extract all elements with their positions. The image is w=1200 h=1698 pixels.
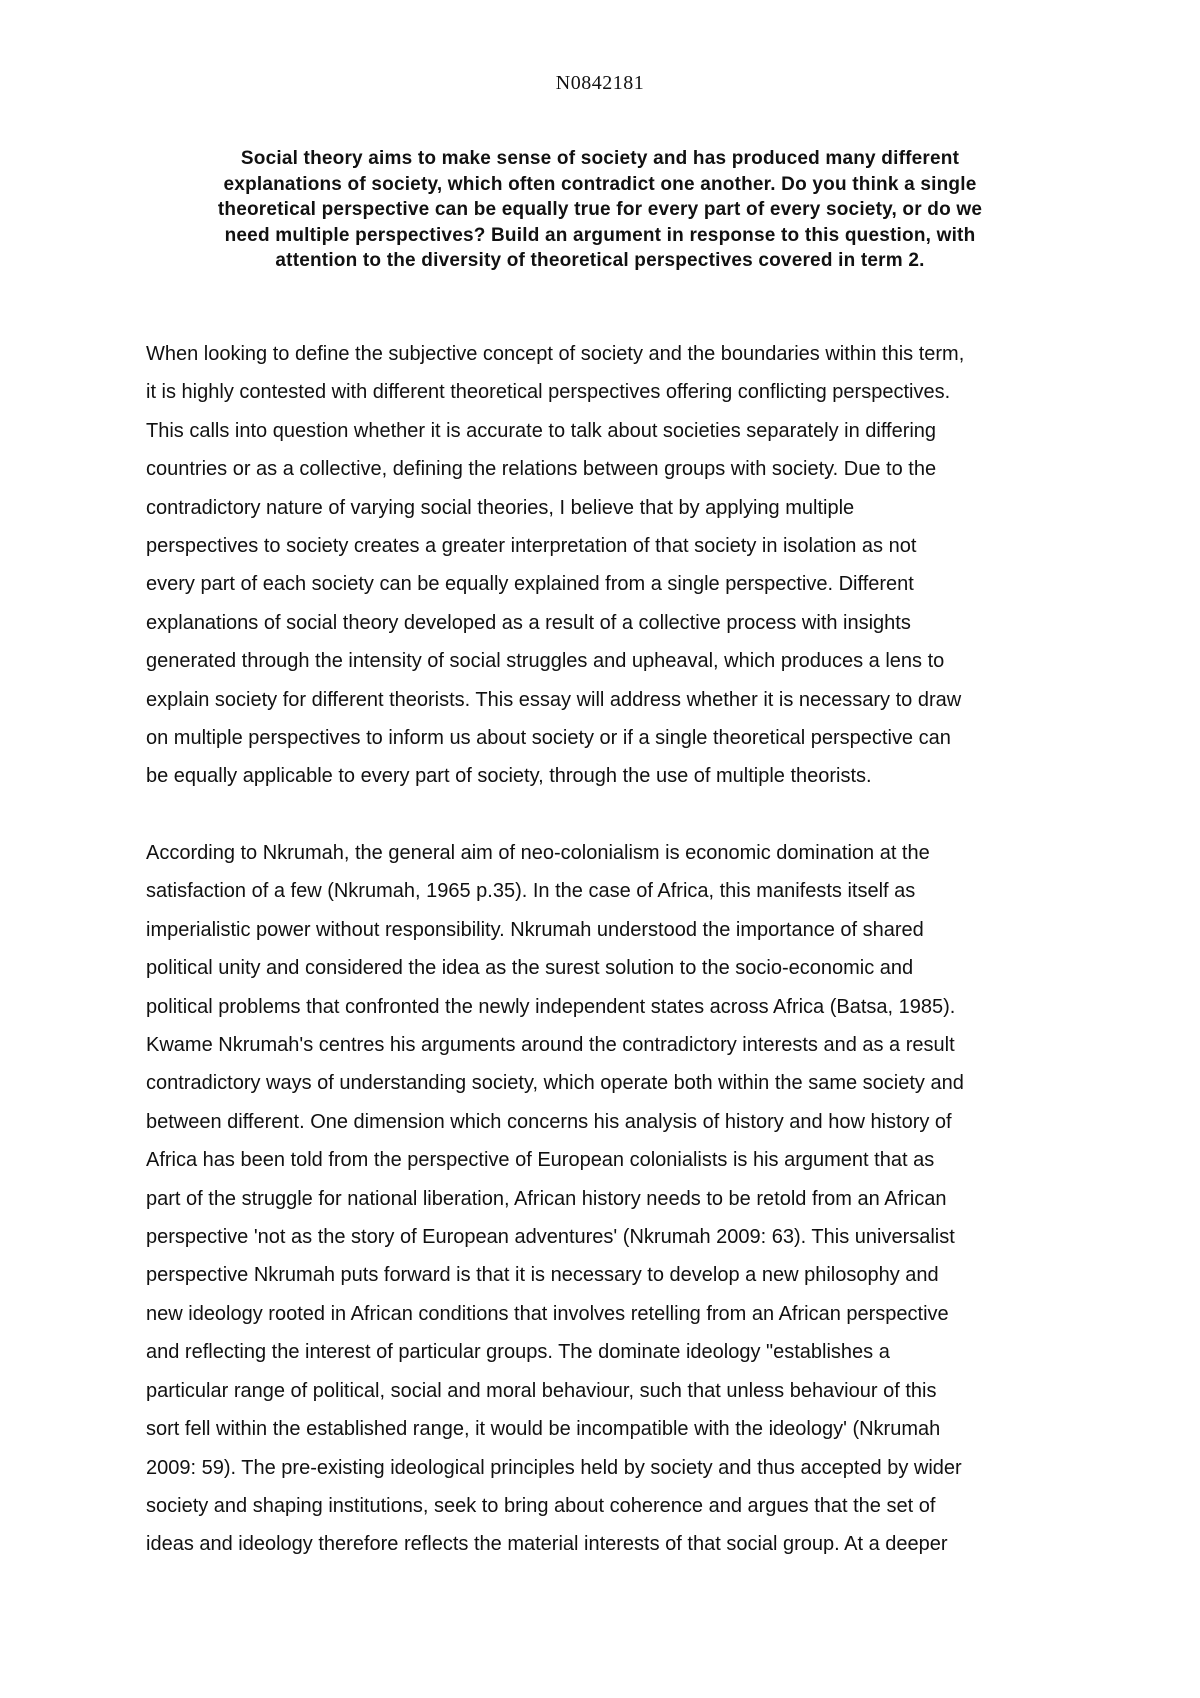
essay-question bbox=[150, 146, 1050, 274]
paragraph-line: contradictory ways of understanding society, which operate both within the same society and bbox=[146, 1072, 964, 1095]
paragraph-line: it is highly contested with different theoretical perspectives offering conflicting perspectives. bbox=[146, 381, 951, 404]
paragraph-line: satisfaction of a few (Nkrumah, 1965 p.35). In the case of Africa, this manifests itself as bbox=[146, 880, 916, 903]
question-line: theoretical perspective can be equally true for every part of every society, or do we bbox=[217, 199, 983, 220]
question-line: attention to the diversity of theoretical perspectives covered in term 2. bbox=[275, 250, 925, 271]
paragraph-line: on multiple perspectives to inform us about society or if a single theoretical perspective can bbox=[146, 727, 951, 750]
paragraph-line: perspectives to society creates a greater interpretation of that society in isolation as not bbox=[146, 535, 917, 558]
paragraph-line: sort fell within the established range, it would be incompatible with the ideology' (Nkrumah bbox=[146, 1418, 941, 1441]
paragraph-line: This calls into question whether it is accurate to talk about societies separately in differing bbox=[146, 419, 937, 442]
paragraph-line: According to Nkrumah, the general aim of neo-colonialism is economic domination at the bbox=[146, 842, 930, 864]
paragraph-line: 2009: 59). The pre-existing ideological principles held by society and thus accepted by wider bbox=[146, 1456, 962, 1479]
paragraph-introduction bbox=[146, 335, 1076, 796]
paragraph-line: perspective Nkrumah puts forward is that it is necessary to develop a new philosophy and bbox=[146, 1264, 939, 1287]
paragraph-line: Kwame Nkrumah's centres his arguments around the contradictory interests and as a result bbox=[146, 1034, 955, 1057]
question-line: Social theory aims to make sense of society and has produced many different bbox=[240, 148, 960, 169]
paragraph-line: ideas and ideology therefore reflects the material interests of that social group. At a deeper bbox=[146, 1533, 948, 1556]
paragraph-line: between different. One dimension which concerns his analysis of history and how history of bbox=[146, 1110, 952, 1133]
paragraph-line: particular range of political, social and moral behaviour, such that unless behaviour of this bbox=[146, 1379, 937, 1402]
paragraph-line: generated through the intensity of social struggles and upheaval, which produces a lens to bbox=[146, 650, 945, 673]
paragraph-line: political unity and considered the idea as the surest solution to the socio-economic and bbox=[146, 957, 914, 980]
paragraph-line: every part of each society can be equally explained from a single perspective. Different bbox=[146, 573, 914, 596]
student-id: N0842181 bbox=[555, 72, 645, 94]
question-line: need multiple perspectives? Build an argument in response to this question, with bbox=[224, 224, 976, 246]
paragraph-line: explain society for different theorists. This essay will address whether it is necessary to draw bbox=[146, 688, 962, 711]
paragraph-line: new ideology rooted in African conditions that involves retelling from an African perspective bbox=[146, 1302, 949, 1325]
paragraph-line: political problems that confronted the newly independent states across Africa (Batsa, 1985). bbox=[146, 995, 956, 1018]
paragraph-line: part of the struggle for national liberation, African history needs to be retold from an African bbox=[146, 1187, 947, 1210]
paragraph-line: contradictory nature of varying social theories, I believe that by applying multiple bbox=[146, 496, 855, 519]
paragraph-line: explanations of social theory developed as a result of a collective process with insights bbox=[146, 611, 911, 634]
paragraph-line: countries or as a collective, defining the relations between groups with society. Due to the bbox=[146, 458, 937, 481]
paragraph-line: and reflecting the interest of particular groups. The dominate ideology "establishes a bbox=[146, 1341, 890, 1364]
paragraph-line: Africa has been told from the perspective of European colonialists is his argument that as bbox=[146, 1149, 935, 1172]
paragraph-line: imperialistic power without responsibility. Nkrumah understood the importance of shared bbox=[146, 918, 924, 941]
paragraph-nkrumah bbox=[146, 834, 1076, 1564]
paragraph-line: society and shaping institutions, seek to bring about coherence and argues that the set of bbox=[146, 1494, 936, 1517]
paragraph-line: When looking to define the subjective concept of society and the boundaries within this term, bbox=[146, 343, 965, 365]
paragraph-line: perspective 'not as the story of European adventures' (Nkrumah 2009: 63). This universalist bbox=[146, 1226, 955, 1249]
question-line: explanations of society, which often contradict one another. Do you think a single bbox=[223, 173, 977, 195]
paragraph-line: be equally applicable to every part of society, through the use of multiple theorists. bbox=[146, 765, 872, 788]
